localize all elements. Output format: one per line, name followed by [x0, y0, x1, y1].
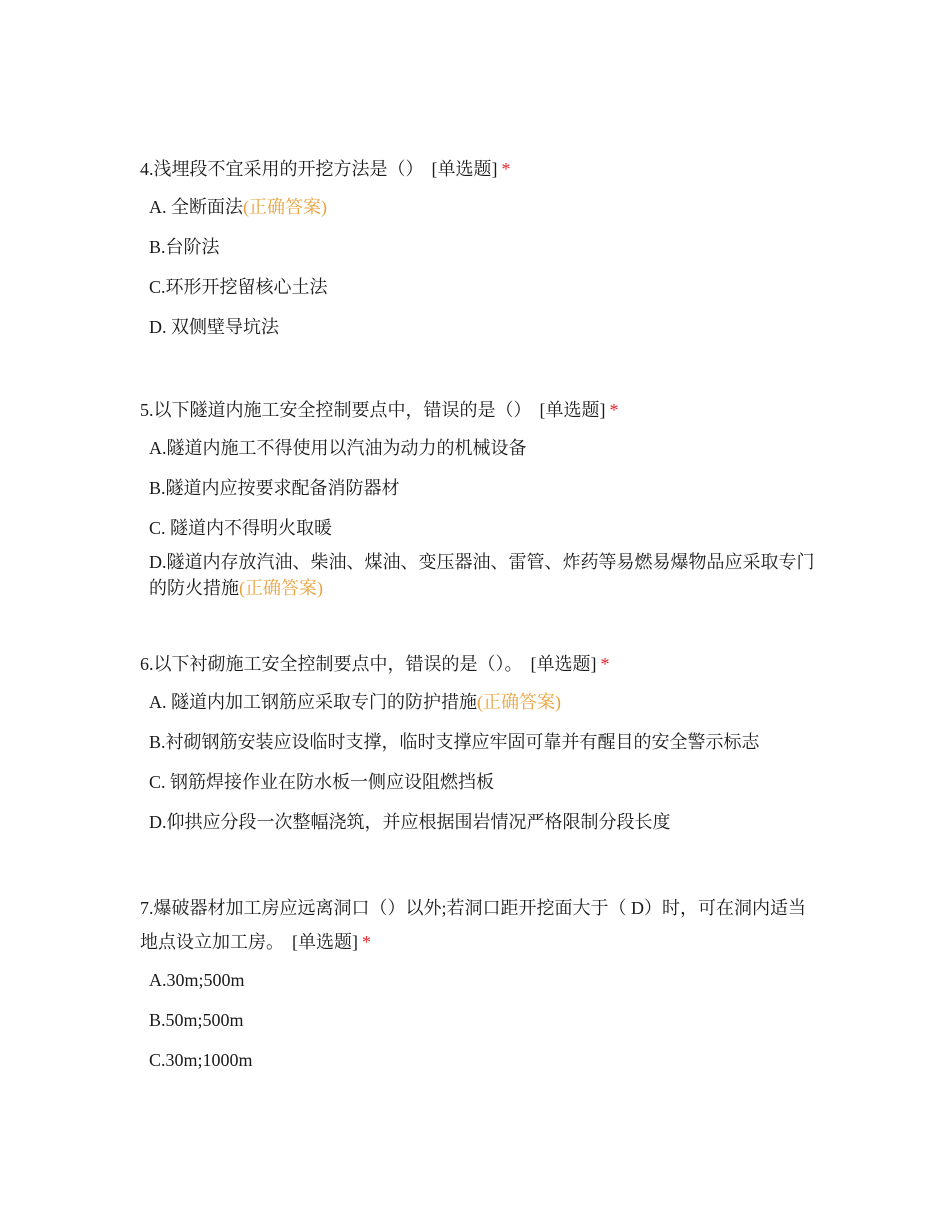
option-a[interactable] — [140, 967, 820, 993]
option-text: D.隧道内存放汽油、柴油、煤油、变压器油、雷管、炸药等易燃易爆物品应采取专门的防火措施 — [149, 552, 815, 598]
option-b[interactable] — [140, 1007, 820, 1033]
question-5 — [140, 393, 820, 615]
required-mark: * — [501, 159, 511, 179]
option-c[interactable] — [140, 769, 820, 795]
option-a[interactable] — [140, 689, 820, 715]
question-type-label: [单选题] — [539, 400, 606, 420]
question-type-label: [单选题] — [292, 932, 358, 952]
option-c[interactable] — [140, 515, 820, 541]
question-title — [140, 891, 820, 959]
question-6 — [140, 647, 820, 849]
required-mark: * — [600, 654, 610, 674]
question-title — [140, 647, 820, 681]
option-text: C.环形开挖留核心土法 — [149, 277, 328, 297]
option-text: D.仰拱应分段一次整幅浇筑，并应根据围岩情况严格限制分段长度 — [149, 812, 671, 832]
question-title — [140, 152, 820, 186]
question-text: 4.浅埋段不宜采用的开挖方法是（） — [140, 159, 424, 179]
option-d[interactable] — [140, 809, 820, 835]
question-7 — [140, 891, 820, 1087]
option-text: C. 隧道内不得明火取暖 — [149, 518, 333, 538]
option-c[interactable] — [140, 1047, 820, 1073]
question-type-label: [单选题] — [530, 654, 597, 674]
option-a[interactable] — [140, 435, 820, 461]
question-4 — [140, 152, 820, 354]
option-text: B.台阶法 — [149, 237, 220, 257]
question-text: 6.以下衬砌施工安全控制要点中，错误的是（）。 — [140, 654, 523, 674]
option-d[interactable] — [140, 314, 820, 340]
option-b[interactable] — [140, 475, 820, 501]
correct-answer-note: (正确答案) — [243, 197, 327, 217]
option-text: A.隧道内施工不得使用以汽油为动力的机械设备 — [149, 438, 527, 458]
required-mark: * — [609, 400, 619, 420]
option-a[interactable] — [140, 194, 820, 220]
option-text: C.30m;1000m — [149, 1050, 253, 1070]
required-mark: * — [362, 932, 371, 952]
option-text: D. 双侧壁导坑法 — [149, 317, 279, 337]
option-text: A.30m;500m — [149, 970, 245, 990]
option-text: B.50m;500m — [149, 1010, 244, 1030]
question-text: 5.以下隧道内施工安全控制要点中，错误的是（） — [140, 400, 532, 420]
option-b[interactable] — [140, 234, 820, 260]
option-c[interactable] — [140, 274, 820, 300]
question-title — [140, 393, 820, 427]
correct-answer-note: (正确答案) — [477, 692, 561, 712]
option-text: B.隧道内应按要求配备消防器材 — [149, 478, 400, 498]
question-type-label: [单选题] — [431, 159, 498, 179]
option-d[interactable] — [140, 549, 820, 601]
option-b[interactable] — [140, 729, 820, 755]
option-text: C. 钢筋焊接作业在防水板一侧应设阻燃挡板 — [149, 772, 495, 792]
option-text: A. 隧道内加工钢筋应采取专门的防护措施 — [149, 692, 477, 712]
option-text: A. 全断面法 — [149, 197, 243, 217]
question-text: 7.爆破器材加工房应远离洞口（）以外;若洞口距开挖面大于（ D）时，可在洞内适当地点设立加工房。 — [140, 898, 806, 952]
option-text: B.衬砌钢筋安装应设临时支撑，临时支撑应牢固可靠并有醒目的安全警示标志 — [149, 732, 760, 752]
correct-answer-note: (正确答案) — [239, 578, 323, 598]
